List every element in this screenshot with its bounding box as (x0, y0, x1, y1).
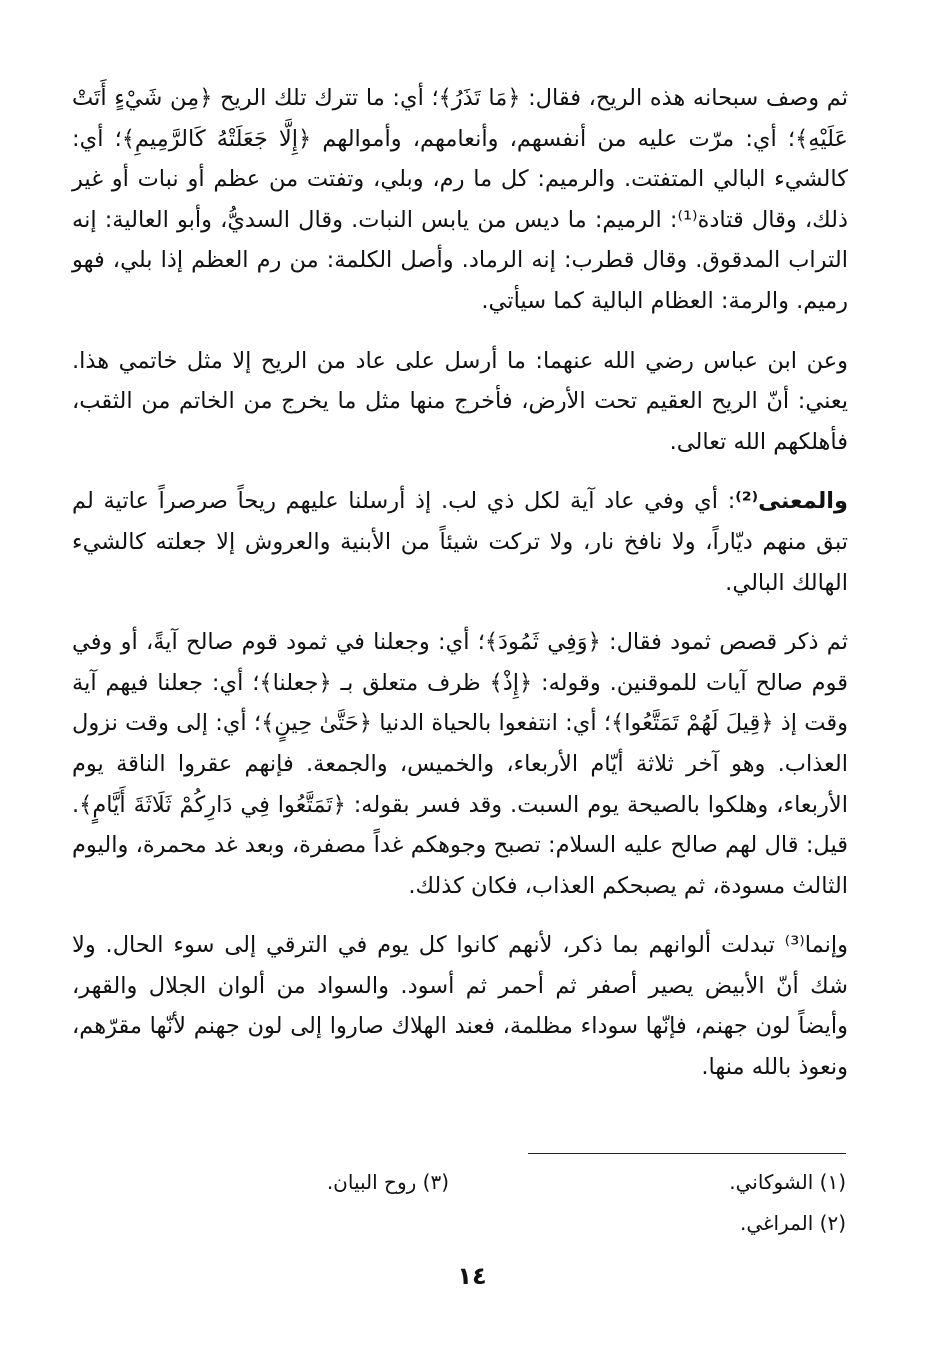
paragraph-text: ثم وصف سبحانه هذه الريح، فقال: ﴿مَا تَذَرُ﴾؛ أي: ما تترك تلك الريح ﴿مِن شَيْءٍ أَتَتْ عَلَيْهِ﴾؛ أي: مرّت عليه من أنفسهم، وأنعامهم، وأموالهم ﴿إِلَّا جَعَلَتْهُ كَالرَّمِيمِ﴾؛ أي: كالشيء البالي المتفتت. والرميم: كل ما رم، وبلي، وتفتت من عظم أو نبات أو غير ذلك، وقال قتادة⁽¹⁾: الرميم: ما ديس من يابس النبات. وقال السديُّ، وأبو العالية: إنه التراب المدقوق. وقال قطرب: إنه الرماد. وأصل الكلمة: من رم العظم إذا بلي، فهو رميم. والرمة: العظام البالية كما سيأتي. (72, 85, 848, 314)
paragraph-text: ثم ذكر قصص ثمود فقال: ﴿وَفِي ثَمُودَ﴾؛ أي: وجعلنا في ثمود قوم صالح آيةً، أو وفي قوم صالح آيات للموقنين. وقوله: ﴿إِذْ﴾ ظرف متعلق بـ ﴿جعلنا﴾؛ أي: جعلنا فيهم آية وقت إذ ﴿قِيلَ لَهُمْ تَمَتَّعُوا﴾؛ أي: انتفعوا بالحياة الدنيا ﴿حَتَّىٰ حِينٍ﴾؛ أي: إلى وقت نزول العذاب. وهو آخر ثلاثة أيّام الأربعاء، والخميس، والجمعة. فإنهم عقروا الناقة يوم الأربعاء، وهلكوا بالصيحة يوم السبت. وقد فسر بقوله: ﴿تَمَتَّعُوا فِي دَارِكُمْ ثَلَاثَةَ أَيَّامٍ﴾. قيل: قال لهم صالح عليه السلام: تصبح وجوهكم غداً مصفرة، وبعد غد محمرة، واليوم الثالث مسودة، ثم يصبحكم العذاب، فكان كذلك. (72, 629, 848, 899)
paragraph-text: وعن ابن عباس رضي الله عنهما: ما أرسل على عاد من الريح إلا مثل خاتمي هذا. يعني: أنّ الريح العقيم تحت الأرض، فأخرج منها مثل ما يخرج من الخاتم من الثقب، فأهلكهم الله تعالى. (72, 347, 848, 455)
footnote-separator (528, 1153, 846, 1154)
page-number: ١٤ (457, 1262, 487, 1290)
paragraph-5 (72, 925, 848, 1087)
footnote-2: (٢) المراغي. (739, 1211, 846, 1235)
paragraph-text: وإنما⁽³⁾ تبدلت ألوانهم بما ذكر، لأنهم كانوا كل يوم في الترقي إلى سوء الحال. ولا شك أنّ الأبيض يصير أصفر ثم أحمر ثم أسود. والسواد من ألوان الجلال والقهر، وأيضاً لون جهنم، فإنّها سوداء مظلمة، فعند الهلاك صاروا إلى لون جهنم لأنّها مقرّهم، ونعوذ بالله منها. (72, 932, 848, 1081)
paragraph-text: : أي وفي عاد آية لكل ذي لب. إذ أرسلنا عليهم ريحاً صرصراً عاتية لم تبق منهم ديّاراً، ولا نافخ نار، ولا تركت شيئاً من الأبنية والعروش إلا جعلته كالشيء الهالك البالي. (72, 488, 848, 596)
footnote-3: (٣) روح البيان. (326, 1170, 449, 1194)
paragraph-3 (72, 481, 848, 603)
paragraph-4 (72, 622, 848, 906)
paragraph-2 (72, 341, 848, 463)
footnote-1: (١) الشوكاني. (729, 1170, 846, 1194)
paragraph-1 (72, 78, 848, 322)
page-body (72, 78, 848, 1107)
paragraph-lead: والمعنى⁽²⁾ (735, 488, 848, 515)
